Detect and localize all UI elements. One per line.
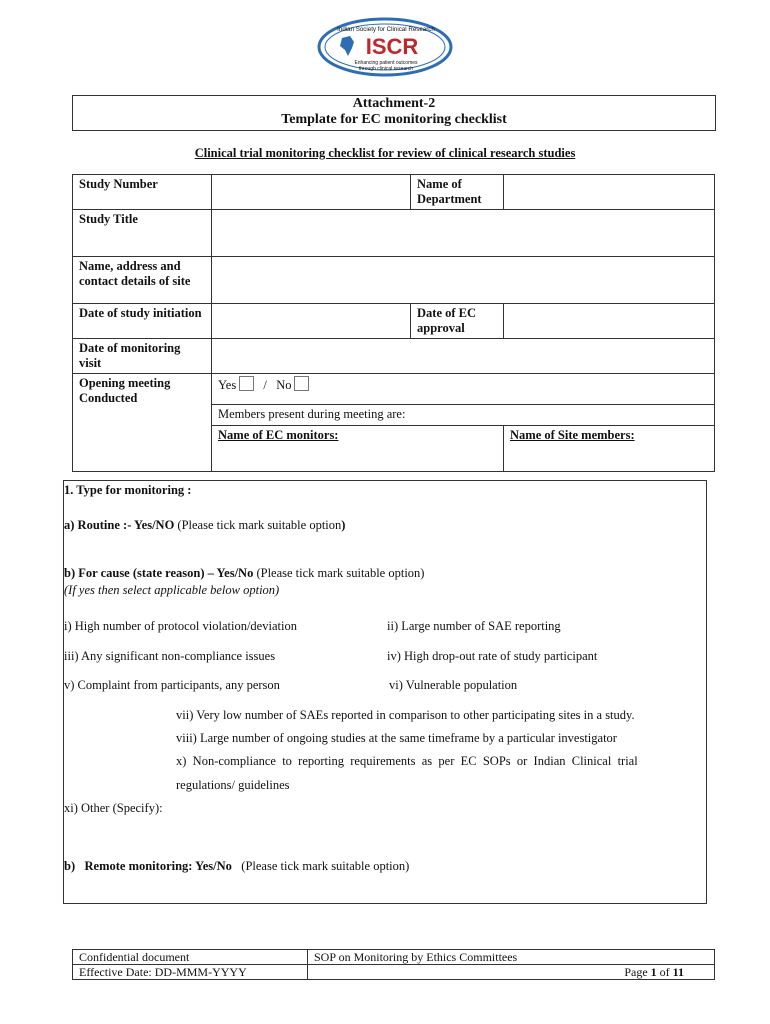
study-title-field[interactable] [212, 210, 715, 257]
for-cause-label: b) For cause (state reason) – Yes/No [64, 566, 254, 580]
remote-note: (Please tick mark suitable option) [231, 859, 410, 873]
page-number [308, 965, 715, 980]
site-details-label: Name, address and contact details of site [73, 257, 212, 304]
for-cause-note: (Please tick mark suitable option) [253, 566, 425, 580]
opening-meeting-label: Opening meeting Conducted [73, 374, 212, 472]
routine-line [64, 518, 345, 533]
department-field[interactable] [504, 175, 715, 210]
for-cause-line [64, 566, 424, 581]
study-initiation-label: Date of study initiation [73, 304, 212, 339]
ec-monitors-label: Name of EC monitors: [218, 428, 339, 442]
template-title: Template for EC monitoring checklist [281, 112, 507, 127]
ec-approval-field[interactable] [504, 304, 715, 339]
study-title-label: Study Title [73, 210, 212, 257]
remote-label: b) Remote monitoring: Yes/No [64, 859, 232, 873]
site-members-label: Name of Site members: [510, 428, 635, 442]
option-v: v) Complaint from participants, any person [64, 678, 280, 692]
opening-meeting-options [212, 374, 715, 405]
yes-no-separator: / [263, 378, 267, 392]
india-map-icon [340, 36, 354, 56]
study-initiation-field[interactable] [212, 304, 411, 339]
confidential-label: Confidential document [73, 950, 308, 965]
ec-approval-label: Date of EC approval [411, 304, 504, 339]
page-of: of [656, 965, 673, 979]
site-details-field[interactable] [212, 257, 715, 304]
page-prefix: Page [624, 965, 651, 979]
effective-date: Effective Date: DD-MMM-YYYY [73, 965, 308, 980]
department-label: Name of Department [411, 175, 504, 210]
monitoring-visit-label: Date of monitoring visit [73, 339, 212, 374]
monitoring-type-section [63, 480, 707, 904]
page-footer [72, 949, 715, 980]
option-vi: vi) Vulnerable population [389, 678, 518, 692]
option-x: x) Non-compliance to reporting requirements as per EC SOPs or Indian Clinical trial [176, 754, 638, 768]
remote-line [64, 859, 409, 874]
option-x-continued: regulations/ guidelines [176, 778, 290, 792]
routine-label: a) Routine :- Yes/NO [64, 518, 175, 532]
yes-checkbox[interactable] [239, 376, 254, 391]
routine-note: (Please tick mark suitable option [174, 518, 342, 532]
site-members-cell[interactable] [504, 426, 715, 472]
monitoring-visit-field[interactable] [212, 339, 715, 374]
routine-close: ) [341, 518, 346, 532]
iscr-logo [316, 16, 454, 78]
checklist-subtitle: Clinical trial monitoring checklist for review of clinical research studies [194, 146, 576, 160]
page-total: 11 [672, 965, 684, 979]
logo-tagline-2: through clinical research [358, 66, 414, 72]
option-xi: xi) Other (Specify): [64, 801, 163, 815]
page-current: 1 [650, 965, 657, 979]
ec-monitors-cell[interactable] [212, 426, 504, 472]
members-present-label: Members present during meeting are: [212, 405, 715, 426]
sop-label: SOP on Monitoring by Ethics Committees [308, 950, 715, 965]
study-info-table [72, 174, 715, 472]
if-yes-note: (If yes then select applicable below option) [64, 583, 280, 597]
logo-tagline-1: Enhancing patient outcomes [354, 60, 418, 66]
yes-label: Yes [218, 378, 237, 392]
option-iii: iii) Any significant non-compliance issues [64, 649, 276, 663]
option-i: i) High number of protocol violation/deviation [64, 619, 297, 633]
no-checkbox[interactable] [294, 376, 309, 391]
option-vii: vii) Very low number of SAEs reported in comparison to other participating sites in a study. [176, 708, 635, 722]
no-label: No [276, 378, 292, 392]
attachment-label: Attachment-2 [352, 96, 436, 111]
logo-top-text: Indian Society for Clinical Research [337, 26, 435, 33]
logo-acronym: ISCR [365, 34, 419, 59]
attachment-header [72, 95, 716, 131]
monitoring-heading: 1. Type for monitoring : [64, 483, 192, 497]
option-viii: viii) Large number of ongoing studies at the same timeframe by a particular investigator [176, 731, 617, 745]
study-number-field[interactable] [212, 175, 411, 210]
option-iv: iv) High drop-out rate of study participant [387, 649, 598, 663]
study-number-label: Study Number [73, 175, 212, 210]
option-ii: ii) Large number of SAE reporting [387, 619, 561, 633]
